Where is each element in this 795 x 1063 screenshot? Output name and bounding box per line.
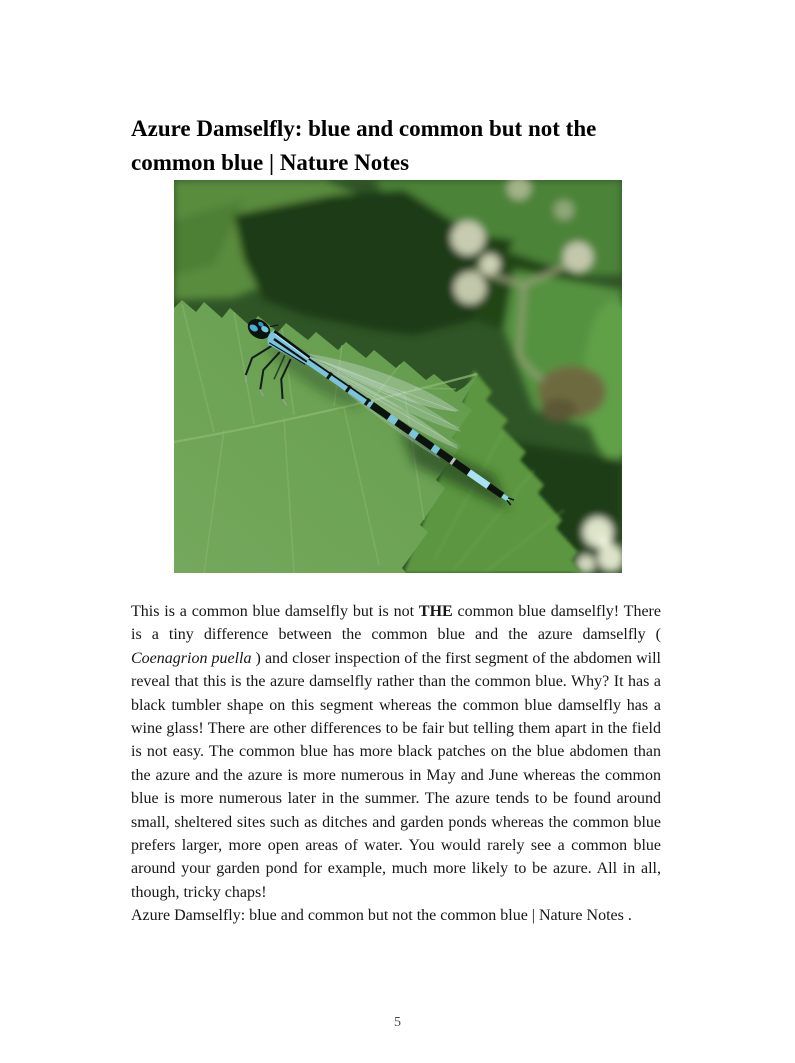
paragraph-segment: common blue damselfly! There is a tiny difference between the common blue and the azure damselfly ( (131, 603, 661, 644)
paragraph-segment: ) and closer inspection of the first segment of the abdomen will reveal that this is the azure damselfly rather than the common blue. Why? It has a black tumbler shape on this segment whereas the common blue damselfly has a wine glass! There are other differences to be fair but telling them apart in the field is not easy. The common blue has more black patches on the blue abdomen than the azure and the azure is more numerous in May and June whereas the common blue is more numerous later in the summer. The azure tends to be found around small, sheltered sites such as ditches and garden ponds whereas the common blue prefers larger, more open areas of water. You would rarely see a common blue around your garden pond for example, much more likely to be azure. All in all, though, tricky chaps! (131, 649, 662, 901)
body-text (131, 600, 661, 928)
body-paragraph (131, 600, 661, 904)
page-title: Azure Damselfly: blue and common but not the common blue | Nature Notes (131, 116, 597, 176)
damselfly-photo-graphic (174, 180, 622, 573)
page-number: 5 (394, 1015, 401, 1030)
species-latin-name: Coenagrion puella (131, 649, 252, 667)
paragraph-segment: This is a common blue damselfly but is not (131, 603, 419, 620)
damselfly-photo (174, 180, 622, 573)
caption-line: Azure Damselfly: blue and common but not the common blue | Nature Notes . (131, 907, 632, 925)
bold-word: THE (418, 603, 453, 620)
